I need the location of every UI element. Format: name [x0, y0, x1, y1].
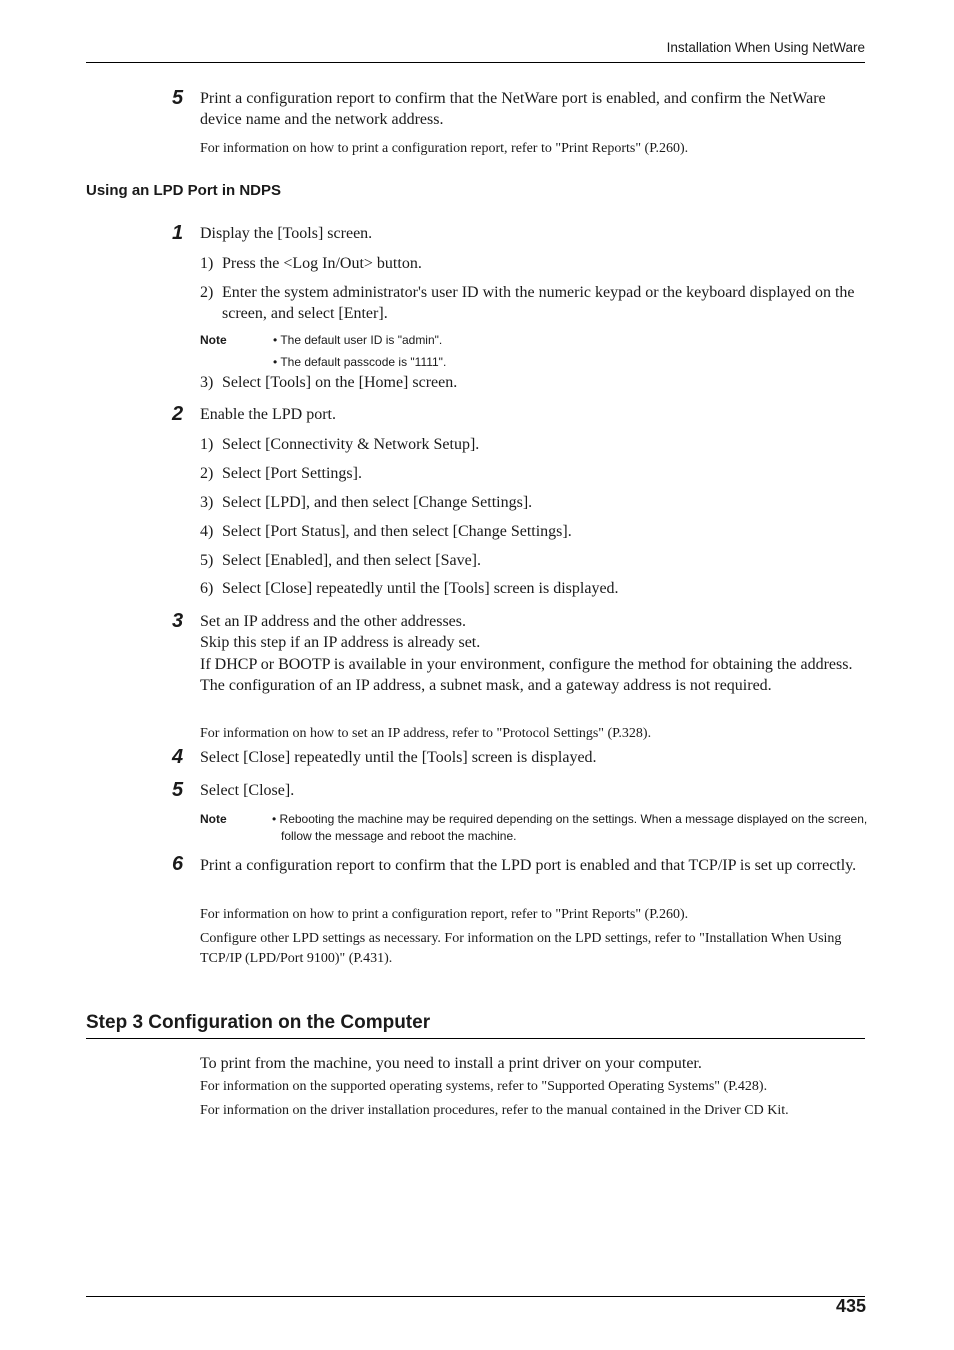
substep-text: Select [LPD], and then select [Change Settings]. [222, 494, 533, 511]
note-item: • The default user ID is "admin". [273, 333, 443, 347]
substep-number: 5) [200, 552, 214, 569]
step-text: Select [Close]. [200, 782, 295, 799]
step-number: 4 [172, 746, 184, 768]
note-item: • The default passcode is "1111". [273, 355, 447, 369]
reference-text: Configure other LPD settings as necessary. For information on the LPD settings, refer to "Installation When Using TCP/IP (LPD/Port 9100)" (P.431). [200, 931, 842, 966]
substep [200, 434, 862, 455]
step-text: If DHCP or BOOTP is available in your environment, configure the method for obtaining the address. The configuration of an IP address, a subnet mask, and a gateway address is not required. [200, 656, 853, 694]
substep-text: Select [Connectivity & Network Setup]. [222, 436, 480, 453]
step-text: Enable the LPD port. [200, 406, 336, 423]
reference-text: For information on how to print a configuration report, refer to "Print Reports" (P.260). [200, 907, 689, 922]
substep-number: 1) [200, 255, 214, 272]
step-number: 1 [172, 222, 184, 244]
reference-text: For information on how to set an IP address, refer to "Protocol Settings" (P.328). [200, 726, 652, 741]
substep-text: Select [Tools] on the [Home] screen. [222, 374, 458, 391]
substep-number: 2) [200, 284, 214, 301]
substep-number: 3) [200, 494, 214, 511]
header-rule [86, 62, 865, 63]
step-text: Display the [Tools] screen. [200, 225, 373, 242]
step-text: Set an IP address and the other addresses. [200, 613, 466, 630]
note-label: Note [200, 333, 227, 347]
step-text: Print a configuration report to confirm that the LPD port is enabled and that TCP/IP is set up correctly. [200, 857, 857, 874]
page-number: 435 [835, 1296, 866, 1316]
note-item: • Rebooting the machine may be required depending on the settings. When a message displayed on the screen, follow the message and reboot the machine. [272, 812, 868, 843]
section-rule [86, 1038, 865, 1039]
footer-rule [86, 1296, 865, 1297]
step-number: 5 [172, 779, 184, 801]
step-number: 3 [172, 610, 184, 632]
step-text: Select [Close] repeatedly until the [Tools] screen is displayed. [200, 749, 597, 766]
reference-text: For information on the driver installation procedures, refer to the manual contained in the Driver CD Kit. [200, 1103, 789, 1118]
substep [200, 253, 862, 274]
body-text: To print from the machine, you need to install a print driver on your computer. [200, 1055, 702, 1072]
step-text: Skip this step if an IP address is already set. [200, 634, 481, 651]
substep-text: Press the <Log In/Out> button. [222, 255, 422, 272]
note-label: Note [200, 812, 227, 826]
step-text: Print a configuration report to confirm that the NetWare port is enabled, and confirm the NetWare device name and the network address. [200, 90, 826, 128]
substep-number: 1) [200, 436, 214, 453]
step-number: 2 [172, 403, 184, 425]
substep-text: Select [Port Settings]. [222, 465, 362, 482]
running-header: Installation When Using NetWare [666, 40, 865, 55]
substep-number: 2) [200, 465, 214, 482]
substep-text: Select [Close] repeatedly until the [Tools] screen is displayed. [222, 580, 619, 597]
substep [200, 372, 862, 393]
section-heading: Using an LPD Port in NDPS [86, 182, 282, 199]
substep-number: 6) [200, 580, 214, 597]
reference-text: For information on how to print a configuration report, refer to "Print Reports" (P.260). [200, 141, 689, 156]
substep-number: 4) [200, 523, 214, 540]
substep-number: 3) [200, 374, 214, 391]
substep-text: Select [Port Status], and then select [Change Settings]. [222, 523, 572, 540]
step-number: 5 [172, 87, 184, 109]
substep [200, 282, 862, 324]
substep [200, 463, 862, 484]
substep-text: Enter the system administrator's user ID with the numeric keypad or the keyboard displayed on the screen, and select [Enter]. [222, 284, 855, 322]
section-heading: Step 3 Configuration on the Computer [86, 1012, 431, 1033]
reference-text: For information on the supported operating systems, refer to "Supported Operating Systems" (P.428). [200, 1079, 768, 1094]
substep [200, 492, 862, 513]
step-number: 6 [172, 853, 184, 875]
substep-text: Select [Enabled], and then select [Save]. [222, 552, 481, 569]
substep [200, 550, 862, 571]
substep [200, 521, 862, 542]
substep [200, 578, 862, 599]
